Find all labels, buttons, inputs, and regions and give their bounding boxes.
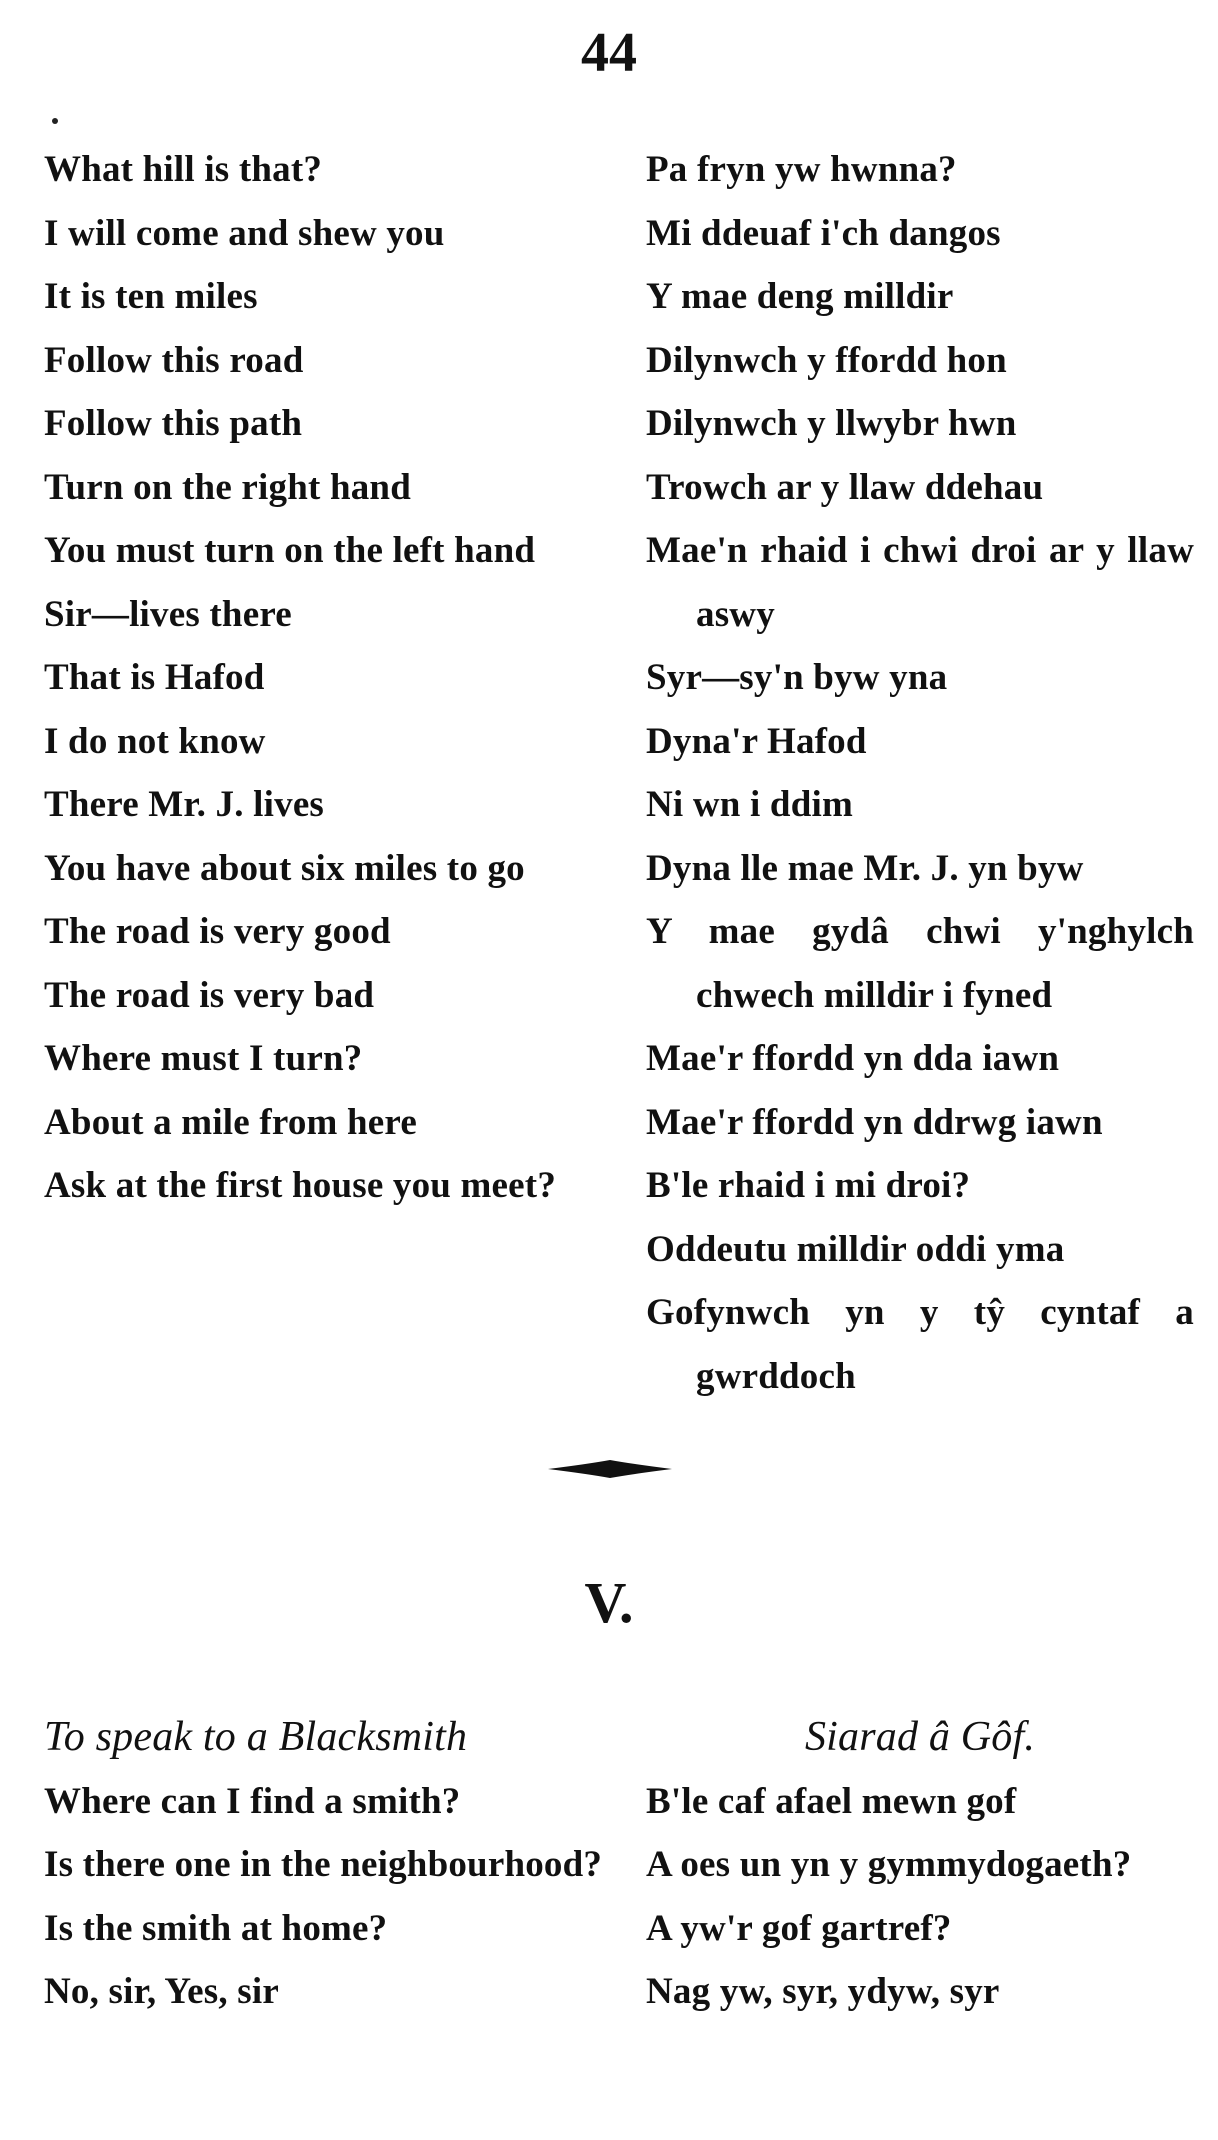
- english-phrase: You must turn on the left hand: [44, 530, 536, 571]
- english-column: [44, 1706, 604, 2024]
- english-phrase: What hill is that?: [44, 149, 323, 190]
- welsh-phrase: Mi ddeuaf i'ch dangos: [646, 212, 1001, 254]
- welsh-phrase: Nag yw, syr, ydyw, syr: [646, 1971, 1000, 2012]
- welsh-section-heading: Siarad â Gôf.: [804, 1714, 1036, 1760]
- ink-speck: [52, 118, 58, 124]
- welsh-phrase: Syr—sy'n byw yna: [646, 657, 948, 698]
- english-phrase: You have about six miles to go: [44, 847, 525, 889]
- welsh-phrase: Oddeutu milldir oddi yma: [646, 1228, 1065, 1270]
- section-divider-ornament: [548, 1458, 672, 1480]
- english-phrase: Sir—lives there: [44, 593, 292, 635]
- welsh-column: [646, 138, 1194, 1408]
- english-phrase: The road is very bad: [44, 974, 375, 1016]
- english-phrase: Where can I find a smith?: [44, 1780, 461, 1822]
- english-phrase: Turn on the right hand: [44, 466, 411, 508]
- english-section-heading: To speak to a Blacksmith: [44, 1714, 468, 1760]
- welsh-phrase: Pa fryn yw hwnna?: [646, 149, 957, 190]
- english-phrase: It is ten miles: [44, 276, 258, 317]
- english-phrase: I will come and shew you: [44, 212, 445, 254]
- welsh-phrase: Mae'n rhaid i chwi droi ar y llaw aswy: [646, 530, 1194, 635]
- welsh-column: [646, 1706, 1194, 2024]
- welsh-phrase: Mae'r ffordd yn ddrwg iawn: [646, 1101, 1103, 1143]
- english-phrase: I do not know: [44, 720, 266, 762]
- english-phrase: Is there one in the neighbourhood?: [44, 1844, 603, 1885]
- english-phrase: About a mile from here: [44, 1101, 417, 1143]
- page-number: 44: [581, 22, 637, 84]
- welsh-phrase: Dyna'r Hafod: [646, 720, 867, 762]
- english-phrase: The road is very good: [44, 911, 391, 952]
- english-phrase: Where must I turn?: [44, 1038, 363, 1079]
- welsh-phrase: A oes un yn y gymmydogaeth?: [646, 1844, 1132, 1885]
- welsh-phrase: Mae'r ffordd yn dda iawn: [646, 1038, 1060, 1079]
- english-phrase: Follow this road: [44, 339, 304, 381]
- welsh-phrase: Dyna lle mae Mr. J. yn byw: [646, 847, 1084, 889]
- welsh-phrase: Trowch ar y llaw ddehau: [646, 466, 1044, 508]
- english-phrase: No, sir, Yes, sir: [44, 1971, 279, 2012]
- english-column: [44, 138, 604, 1218]
- english-phrase: There Mr. J. lives: [44, 784, 325, 825]
- welsh-phrase: Dilynwch y ffordd hon: [646, 339, 1007, 381]
- english-phrase: Follow this path: [44, 403, 303, 444]
- section-numeral: V.: [584, 1570, 634, 1635]
- welsh-phrase: B'le caf afael mewn gof: [646, 1780, 1017, 1822]
- english-phrase: Ask at the first house you meet?: [44, 1165, 557, 1206]
- welsh-phrase: A yw'r gof gartref?: [646, 1907, 952, 1949]
- welsh-phrase: Y mae deng milldir: [646, 276, 954, 317]
- welsh-phrase: Dilynwch y llwybr hwn: [646, 403, 1017, 444]
- welsh-phrase: Gofynwch yn y tŷ cyntaf a gwrddoch: [646, 1292, 1194, 1397]
- english-phrase: That is Hafod: [44, 657, 265, 698]
- welsh-phrase: B'le rhaid i mi droi?: [646, 1165, 971, 1206]
- welsh-phrase: Y mae gydâ chwi y'nghylch chwech milldir i fyned: [646, 911, 1194, 1016]
- welsh-phrase: Ni wn i ddim: [646, 784, 853, 825]
- english-phrase: Is the smith at home?: [44, 1907, 388, 1949]
